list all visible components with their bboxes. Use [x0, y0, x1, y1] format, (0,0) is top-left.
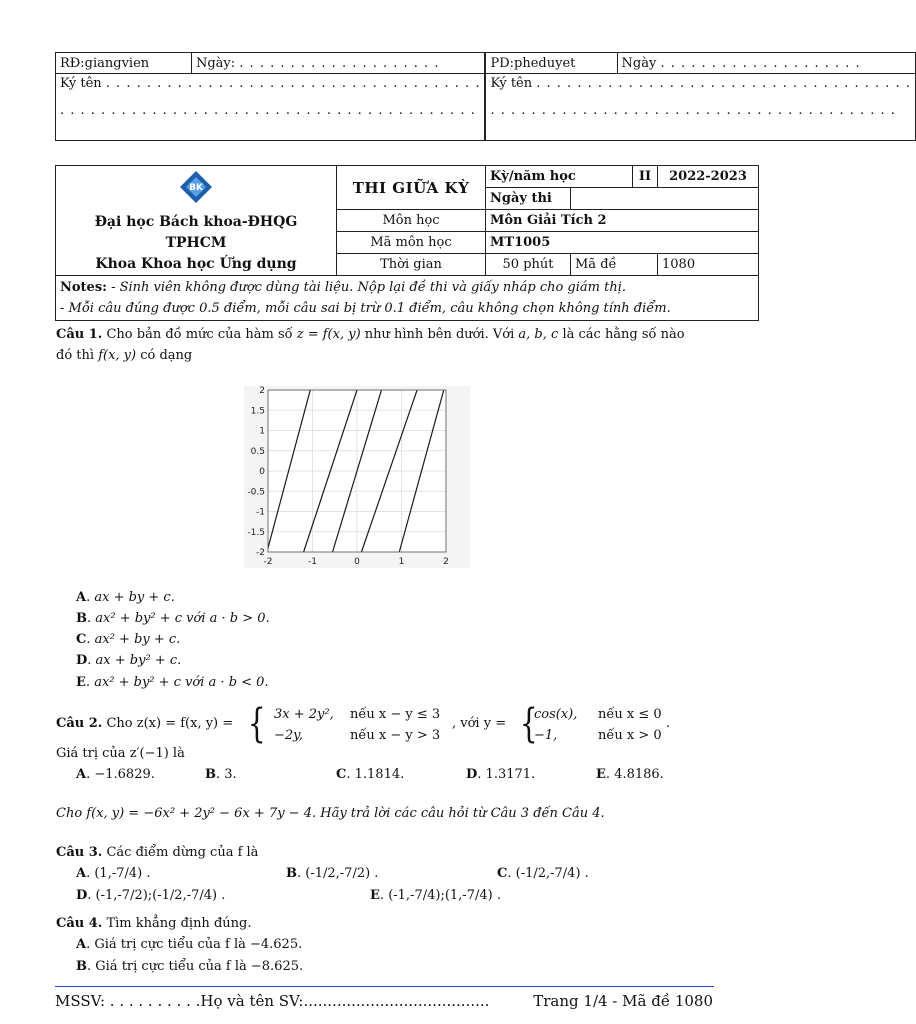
- option-key: E: [596, 767, 606, 782]
- q1-option-b[interactable]: B. ax² + by² + c với a · b > 0.: [76, 611, 270, 626]
- option-text: ax² + by² + c với a · b > 0.: [95, 611, 270, 626]
- x-tick-label: -1: [308, 557, 317, 567]
- q1-option-e[interactable]: E. ax² + by² + c với a · b < 0.: [76, 675, 269, 690]
- faculty-name: Khoa Khoa học Ứng dụng: [95, 256, 297, 272]
- q2-option-b[interactable]: B. 3.: [205, 767, 237, 782]
- option-key: C: [336, 767, 347, 782]
- footer-rule: [55, 986, 714, 987]
- q2-case2-cond: nếu x − y > 3: [350, 728, 441, 743]
- y-tick-label: -1: [256, 507, 265, 518]
- subject-label: Môn học: [337, 210, 486, 232]
- university-name: Đại học Bách khoa-ĐHQG TPHCM: [94, 214, 298, 251]
- option-key: A: [76, 590, 87, 605]
- exam-date-value: [571, 188, 759, 210]
- q2-brace-1: {: [247, 701, 266, 747]
- variant-value: 1080: [658, 254, 759, 276]
- q2-cases-z: [274, 704, 440, 746]
- question-3: [56, 845, 258, 860]
- x-tick-label: 0: [354, 557, 360, 567]
- x-tick-label: 2: [443, 557, 449, 567]
- option-key: B: [76, 959, 87, 974]
- q2-option-c[interactable]: C. 1.1814.: [336, 767, 405, 782]
- option-text: Giá trị cực tiểu của f là −8.625.: [95, 959, 304, 974]
- option-key: E: [370, 888, 380, 903]
- q1-vars: a, b, c: [518, 327, 559, 342]
- course-code-label: Mã môn học: [337, 232, 486, 254]
- option-key: B: [286, 866, 297, 881]
- option-text: 4.8186.: [614, 767, 664, 782]
- q3-text: Các điểm dừng của f là: [106, 845, 259, 860]
- reviewer-date: Ngày: . . . . . . . . . . . . . . . . . . . .: [191, 53, 484, 74]
- q4-option-b[interactable]: B. Giá trị cực tiểu của f là −8.625.: [76, 959, 304, 974]
- exam-title: THI GIỮA KỲ: [337, 166, 486, 210]
- q2-option-e[interactable]: E. 4.8186.: [596, 767, 664, 782]
- option-text: 1.3171.: [485, 767, 536, 782]
- y-tick-label: 1.5: [250, 406, 265, 417]
- notes-line-1: - Sinh viên không được dùng tài liệu. Nộp lại đề thi và giấy nháp cho giám thị.: [111, 280, 627, 295]
- q1-option-c[interactable]: C. ax² + by + c.: [76, 632, 181, 647]
- y-tick-label: 0: [259, 467, 265, 477]
- option-key: A: [76, 937, 87, 952]
- q2-y-case2-cond: nếu x > 0: [598, 728, 662, 743]
- option-text: (-1/2,-7/4) .: [515, 866, 589, 881]
- q3-option-a[interactable]: A. (1,-7/4) .: [76, 866, 151, 881]
- question-1: [56, 324, 756, 366]
- q2-y-case1-cond: nếu x ≤ 0: [598, 707, 662, 722]
- q4-option-a[interactable]: A. Giá trị cực tiểu của f là −4.625.: [76, 937, 303, 952]
- option-text: ax² + by² + c với a · b < 0.: [94, 675, 269, 690]
- option-text: ax + by² + c.: [95, 653, 182, 668]
- q4-text: Tìm khẳng định đúng.: [106, 916, 252, 931]
- reviewer-label: RĐ:giangvien: [56, 53, 192, 74]
- option-text: (1,-7/4) .: [94, 866, 151, 881]
- q2-case1-cond: nếu x − y ≤ 3: [350, 707, 441, 722]
- notes-cell: [56, 276, 759, 321]
- question-4: [56, 916, 251, 931]
- q3-option-b[interactable]: B. (-1/2,-7/2) .: [286, 866, 379, 881]
- variant-label: Mã đề: [571, 254, 658, 276]
- x-tick-label: 1: [398, 557, 405, 567]
- notes-line-2: - Mỗi câu đúng được 0.5 điểm, mỗi câu sai bị trừ 0.1 điểm, câu không chọn không tính điểm.: [60, 301, 671, 316]
- approver-date: Ngày . . . . . . . . . . . . . . . . . . . .: [617, 53, 915, 74]
- semester-value: II: [633, 166, 658, 188]
- approver-label: PD:pheduyet: [486, 53, 617, 74]
- q2-lead: Cho z(x) = f(x, y) =: [106, 716, 234, 731]
- q3-option-c[interactable]: C. (-1/2,-7/4) .: [497, 866, 589, 881]
- question-4-label: Câu 4.: [56, 916, 103, 931]
- signature-table: [55, 52, 916, 141]
- q2-y-case2-expr: −1,: [534, 728, 558, 743]
- course-code-value: MT1005: [486, 232, 759, 254]
- q2-option-a[interactable]: A. −1.6829.: [76, 767, 155, 782]
- q1-text-b: như hình bên dưới. Với: [364, 327, 515, 342]
- question-3-label: Câu 3.: [56, 845, 103, 860]
- shared-intro: Cho f(x, y) = −6x² + 2y² − 6x + 7y − 4. Hãy trả lời các câu hỏi từ Câu 3 đến Câu 4.: [56, 806, 605, 821]
- q2-brace-2: {: [519, 701, 538, 747]
- q1-option-a[interactable]: A. ax + by + c.: [76, 590, 175, 605]
- q1-line2-f: f(x, y): [98, 348, 137, 363]
- option-text: (-1,-7/4);(1,-7/4) .: [388, 888, 501, 903]
- option-text: −1.6829.: [94, 767, 155, 782]
- option-text: ax + by + c.: [94, 590, 175, 605]
- q2-y-case1-expr: cos(x),: [534, 707, 578, 722]
- q3-option-d[interactable]: D. (-1,-7/2);(-1/2,-7/4) .: [76, 888, 226, 903]
- contour-plot: [238, 384, 522, 570]
- logo-icon: [179, 170, 213, 204]
- q2-case1-expr: 3x + 2y²,: [274, 707, 334, 722]
- q1-text-c: là các hằng số nào: [562, 327, 685, 342]
- option-key: D: [466, 767, 478, 782]
- option-text: (-1/2,-7/2) .: [305, 866, 379, 881]
- y-tick-label: 0.5: [250, 446, 265, 457]
- y-tick-label: -0.5: [247, 487, 265, 498]
- time-value: 50 phút: [486, 254, 571, 276]
- option-text: (-1,-7/2);(-1/2,-7/4) .: [95, 888, 226, 903]
- q2-cases-y: [534, 704, 662, 746]
- q1-text-a: Cho bản đồ mức của hàm số: [106, 327, 293, 342]
- option-text: Giá trị cực tiểu của f là −4.625.: [94, 937, 303, 952]
- approver-sign-area: Ký tên . . . . . . . . . . . . . . . . . . . . . . . . . . . . . . . . . . . . . . . . . . . . . . . . . . . . . . . . . . . . . . . . . . . . . . . . . . . . .: [486, 74, 915, 141]
- option-key: C: [76, 632, 87, 647]
- q2-case2-expr: −2y,: [274, 728, 303, 743]
- university-cell: [56, 166, 337, 276]
- option-key: B: [205, 767, 216, 782]
- q2-option-d[interactable]: D. 1.3171.: [466, 767, 536, 782]
- subject-value: Môn Giải Tích 2: [486, 210, 759, 232]
- x-tick-label: -2: [263, 557, 273, 567]
- footer-student-info: MSSV: . . . . . . . . . .Họ và tên SV:.......................................: [55, 992, 490, 1010]
- q2-end: .: [666, 716, 671, 731]
- svg-text:BK: BK: [189, 183, 203, 193]
- option-key: E: [76, 675, 86, 690]
- university-logo: [179, 170, 213, 204]
- semester-label: Kỳ/năm học: [486, 166, 633, 188]
- option-text: 3.: [224, 767, 237, 782]
- option-key: D: [76, 653, 88, 668]
- option-key: C: [497, 866, 508, 881]
- q1-line2-a: đó thì: [56, 348, 95, 363]
- exam-header-table: [55, 165, 759, 321]
- option-key: D: [76, 888, 88, 903]
- q3-option-e[interactable]: E. (-1,-7/4);(1,-7/4) .: [370, 888, 501, 903]
- reviewer-sign-area: Ký tên . . . . . . . . . . . . . . . . . . . . . . . . . . . . . . . . . . . . . . . . . . . . . . . . . . . . . . . . . . . . . . . . . . . . . . . . . . . . . .: [56, 74, 485, 141]
- year-value: 2022-2023: [658, 166, 759, 188]
- exam-date-label: Ngày thi: [486, 188, 571, 210]
- option-key: B: [76, 611, 87, 626]
- question-2: [56, 701, 766, 748]
- option-text: ax² + by + c.: [94, 632, 181, 647]
- question-1-label: Câu 1.: [56, 327, 103, 342]
- time-label: Thời gian: [337, 254, 486, 276]
- y-tick-label: 1: [259, 426, 265, 437]
- option-key: A: [76, 767, 87, 782]
- question-2-label: Câu 2.: [56, 716, 103, 731]
- notes-label: Notes:: [60, 280, 107, 295]
- q2-line2: Giá trị của z′(−1) là: [56, 746, 185, 761]
- q1-line2-b: có dạng: [140, 348, 193, 363]
- option-text: 1.1814.: [354, 767, 405, 782]
- footer-page-info: Trang 1/4 - Mã đề 1080: [533, 992, 713, 1010]
- y-tick-label: 2: [259, 386, 265, 396]
- q2-mid: , với y =: [452, 716, 507, 731]
- q1-option-d[interactable]: D. ax + by² + c.: [76, 653, 182, 668]
- q1-eq: z = f(x, y): [296, 327, 361, 342]
- y-tick-label: -1.5: [247, 527, 265, 538]
- option-key: A: [76, 866, 87, 881]
- y-tick-label: -2: [256, 548, 265, 558]
